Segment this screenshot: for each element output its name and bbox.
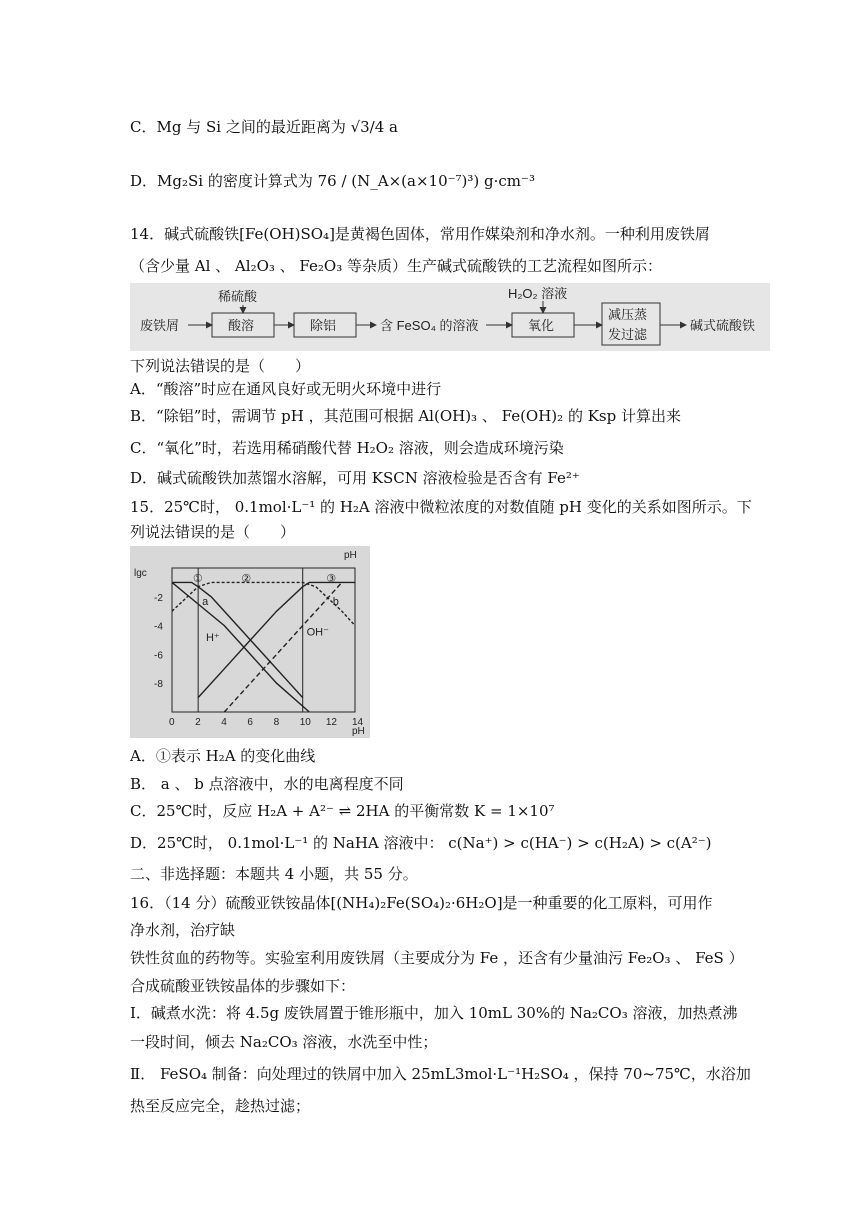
x-tick-2: 4 [221,717,227,728]
y-axis-label: lgc [134,568,147,579]
x-tick-5: 10 [299,717,311,728]
question-14-line2: （含少量 Al 、 Al₂O₃ 、 Fe₂O₃ 等杂质）生产碱式硫酸铁的工艺流程如图所示： [130,257,662,275]
step-1-line1: Ⅰ．碱煮水洗：将 4.5g 废铁屑置于锥形瓶中，加入 10mL 30%的 Na₂CO₃ 溶液，加热煮沸 [130,1004,738,1022]
option-15a: A．①表示 H₂A 的变化曲线 [130,747,316,765]
question-14-prompt: 下列说法错误的是（ ） [130,357,311,375]
flow-remove-al: 除铝 [310,318,337,333]
series-line-2 [198,582,355,697]
ion-label-0: H⁺ [205,632,220,645]
flow-acid-dissolve: 酸溶 [228,318,255,333]
option-14d: D．碱式硫酸铁加蒸馏水溶解，可用 KSCN 溶液检验是否含有 Fe²⁺ [130,469,580,487]
y-tick-1: -4 [154,621,163,633]
step-1-line2: 一段时间，倾去 Na₂CO₃ 溶液，水洗至中性； [130,1033,438,1051]
y-tick-0: -2 [154,592,163,604]
question-16-line1: 16．（14 分）硫酸亚铁铵晶体[(NH₄)₂Fe(SO₄)₂·6H₂O]是一种重要的化工原料，可用作 [130,894,713,912]
top-axis-label: pH [344,550,357,561]
option-14a: A．“酸溶”时应在通风良好或无明火环境中进行 [130,380,442,398]
flow-h2o2: H₂O₂ 溶液 [508,286,568,301]
flow-dilute-acid: 稀硫酸 [218,289,258,304]
curve-label-2: ③ [326,573,337,586]
point-label-0: a [202,596,209,609]
series-line-1 [172,582,355,625]
step-2-line1: Ⅱ． FeSO₄ 制备：向处理过的铁屑中加入 25mL3mol·L⁻¹H₂SO₄ ，保持 70~75℃，水浴加 [130,1065,751,1083]
flow-evap2: 发过滤 [608,327,648,342]
question-16-line3: 铁性贫血的药物等。实验室利用废铁屑（主要成分为 Fe ，还含有少量油污 Fe₂O₃ 、 FeS ） [130,949,744,967]
option-13c: C．Mg 与 Si 之间的最近距离为 √3/4 a [130,118,398,136]
question-14-line1: 14．碱式硫酸铁[Fe(OH)SO₄]是黄褐色固体，常用作媒染剂和净水剂。一种利用废铁屑 [130,225,710,243]
x-tick-6: 12 [325,717,337,728]
series-line-4 [224,582,342,712]
x-axis-label: pH [352,726,365,737]
ion-label-1: OH⁻ [306,626,329,639]
option-15d: D．25℃时， 0.1mol·L⁻¹ 的 NaHA 溶液中： c(Na⁺) > c(HA⁻) > c(H₂A) > c(A²⁻) [130,834,712,852]
option-14b: B．“除铝”时，需调节 pH ，其范围可根据 Al(OH)₃ 、 Fe(OH)₂ 的 Ksp 计算出来 [130,407,681,425]
section-2-heading: 二、非选择题：本题共 4 小题，共 55 分。 [130,865,418,883]
option-15b: B． a 、 b 点溶液中，水的电离程度不同 [130,775,404,793]
question-15-line2: 列说法错误的是（ ） [130,523,296,541]
question-16-line4: 合成硫酸亚铁铵晶体的步骤如下： [130,977,356,995]
x-tick-4: 8 [273,717,280,728]
x-tick-3: 6 [247,717,253,728]
curve-label-0: ① [192,573,203,586]
question-16-line2: 净水剂，治疗缺 [130,921,236,939]
x-tick-1: 2 [195,717,201,728]
flow-product: 碱式硫酸铁 [690,318,756,333]
option-15c: C．25℃时，反应 H₂A + A²⁻ ⇌ 2HA 的平衡常数 K = 1×10⁷ [130,802,555,820]
lgc-ph-chart [130,546,370,738]
point-label-1: b [332,596,339,609]
x-tick-0: 0 [169,717,175,728]
option-13d: D．Mg₂Si 的密度计算式为 76 / (N_A×(a×10⁻⁷)³) g·cm⁻³ [130,172,535,190]
option-14c: C．“氧化”时，若选用稀硝酸代替 H₂O₂ 溶液，则会造成环境污染 [130,439,564,457]
step-2-line2: 热至反应完全，趁热过滤； [130,1097,311,1115]
y-tick-2: -6 [154,650,163,662]
question-15-line1: 15．25℃时， 0.1mol·L⁻¹ 的 H₂A 溶液中微粒浓度的对数值随 pH 变化的关系如图所示。下 [130,498,752,516]
flow-waste: 废铁屑 [140,318,180,333]
flow-feso4: 含 FeSO₄ 的溶液 [380,318,479,333]
series-line-3 [172,582,309,712]
flow-oxidize: 氧化 [528,318,555,333]
y-tick-3: -8 [154,679,163,691]
flow-evap1: 减压蒸 [608,307,648,322]
plot-frame [172,568,355,712]
process-flowchart [130,283,770,351]
x-tick-7: 14 [352,717,364,728]
curve-label-1: ② [241,573,252,586]
